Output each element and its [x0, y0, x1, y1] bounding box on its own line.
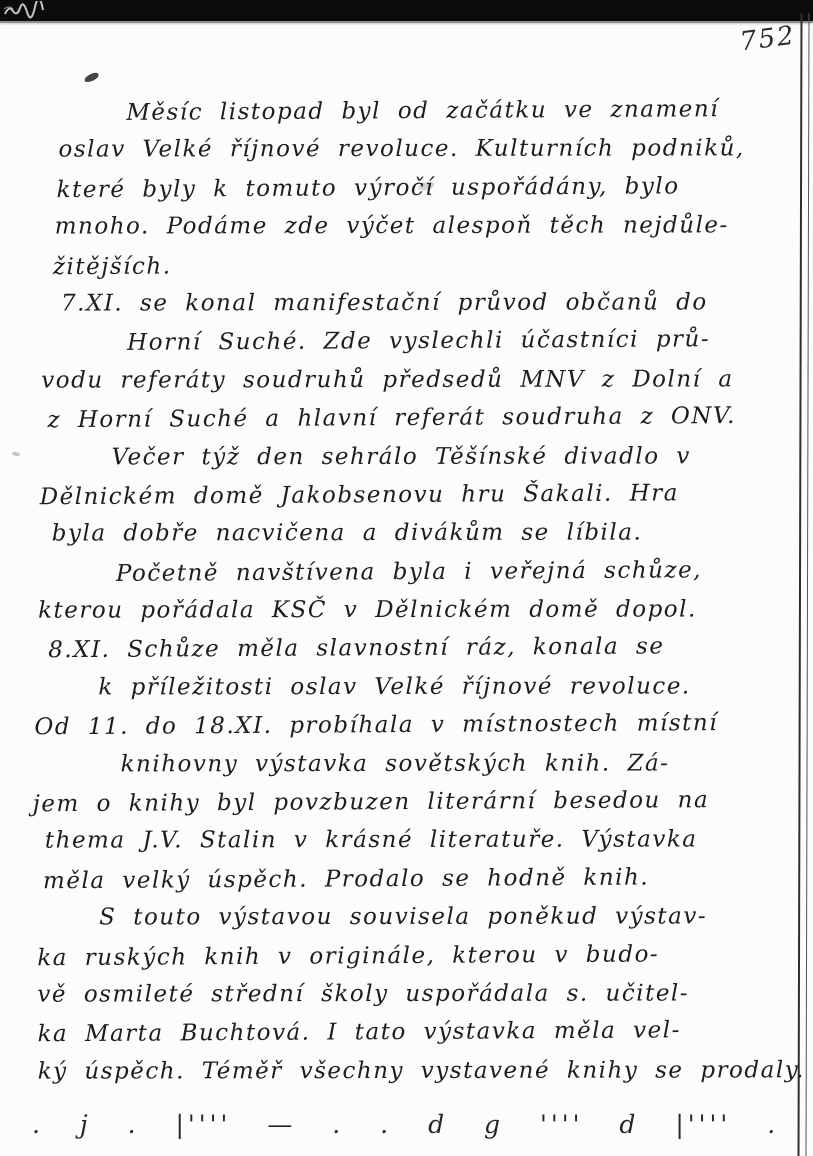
- text-line: z Horní Suché a hlavní referát soudruha z ONV.: [47, 403, 736, 434]
- text-line: ka Marta Buchtová. I tato výstavka měla vel-: [37, 1017, 681, 1048]
- text-line: vodu referáty soudruhů předsedů MNV z Dolní a: [41, 366, 734, 394]
- text-line: knihovny výstavka sovětských knih. Zá-: [120, 750, 670, 778]
- handwriting-lines: [0, 91, 805, 1092]
- scan-border-band: [0, 0, 813, 21]
- text-line: ký úspěch. Téměř všechny vystavené knihy se prodaly.: [37, 1057, 805, 1085]
- text-line: mnoho. Podáme zde výčet alespoň těch nejdůle-: [54, 212, 729, 240]
- text-line: které byly k tomuto výročí uspořádány, bylo: [56, 173, 680, 203]
- text-line: k příležitosti oslav Velké říjnové revoluce.: [98, 673, 691, 701]
- text-line: měla velký úspěch. Prodalo se hodně knih.: [42, 864, 650, 895]
- text-line: Početně navštívena byla i veřejná schůze,: [115, 556, 703, 587]
- text-line: Horní Suché. Zde vyslechli účastníci prů-: [127, 326, 711, 357]
- page-edge-ruled-lines: [798, 13, 810, 1156]
- text-line: byla dobře nacvičena a divákům se líbila.: [51, 519, 643, 547]
- text-line: oslav Velké říjnové revoluce. Kulturních podniků,: [58, 135, 745, 163]
- text-line: Měsíc listopad byl od začátku ve znamení: [126, 96, 720, 126]
- text-line: S touto výstavou souvisela poněkud výstav-: [99, 903, 708, 931]
- text-line: jem o knihy byl povzbuzen literární besedou na: [32, 787, 710, 818]
- page-number: 752: [738, 20, 798, 58]
- scan-artifact-squiggle: [2, 1, 46, 20]
- text-line: ka ruských knih v originále, kterou v budo-: [37, 941, 660, 971]
- text-line: Večer týž den sehrálo Těšínské divadlo v: [111, 442, 691, 470]
- text-line: thema J.V. Stalin v krásné literatuře. Výstavka: [44, 826, 698, 854]
- text-line: Dělnickém domě Jakobsenovu hru Šakali. Hra: [39, 480, 679, 511]
- text-line: kterou pořádala KSČ v Dělnickém domě dopol.: [38, 596, 697, 624]
- cutoff-text-line: . j . |'''' — . . d g '''' d |'''' .: [32, 1110, 780, 1139]
- text-line: 7.XI. se konal manifestační průvod občanů do: [60, 289, 708, 317]
- ink-smudge: [83, 71, 100, 83]
- text-line: Od 11. do 18.XI. probíhala v místnostech místní: [34, 710, 719, 741]
- text-line: 8.XI. Schůze měla slavnostní ráz, konala se: [48, 633, 665, 664]
- text-line: vě osmileté střední školy uspořádala s. učitel-: [37, 980, 690, 1008]
- text-line: žitějších.: [52, 253, 172, 280]
